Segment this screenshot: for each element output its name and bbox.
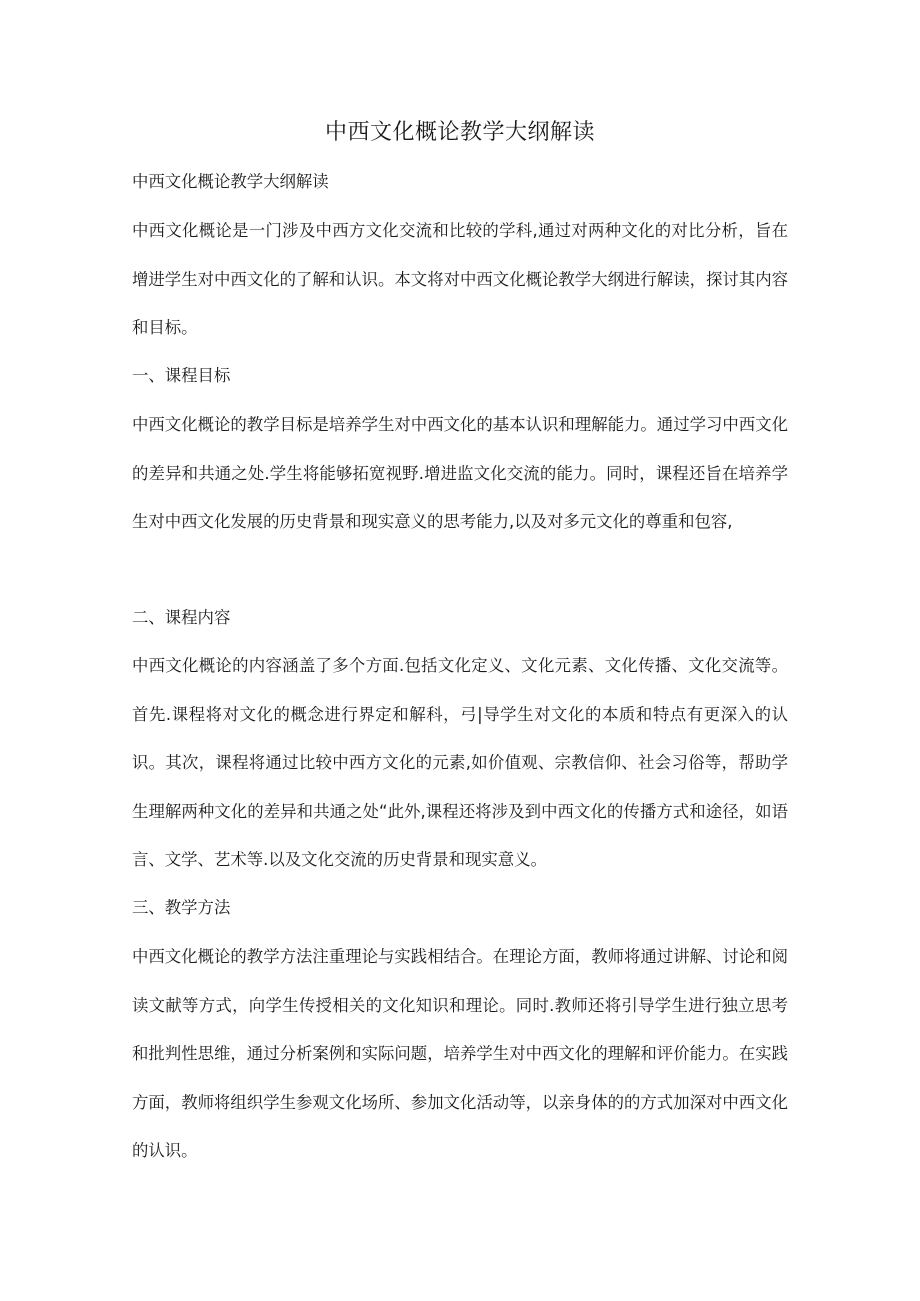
- section-body-content: 中西文化概论的内容涵盖了多个方面.包括文化定义、文化元素、文化传播、文化交流等。首先.课程将对文化的概念进行界定和解科，弓|导学生对文化的本质和特点有更深入的认识。其次，课程将通过比较中西方文化的元素,如价值观、宗教信仰、社会习俗等，帮助学生理解两种文化的差异和共通之处“此外,课程还将涉及到中西文化的传播方式和途径，如语言、文学、艺术等.以及文化交流的历史背景和现实意义。: [132, 656, 788, 869]
- document-title: 中西文化概论教学大纲解读: [324, 120, 595, 145]
- document-subtitle: 中西文化概论教学大纲解读: [132, 172, 329, 191]
- section-heading-goals: 一、课程目标: [132, 366, 231, 385]
- section-body-methods: 中西文化概论的教学方法注重理论与实践相结合。在理论方面，教师将通过讲解、讨论和阅读文献等方式，向学生传授相关的文化知识和理论。同时.教师还将引导学生进行独立思考和批判性思维，通过分析案例和实际问题，培养学生对中西文化的理解和评价能力。在实践方面，教师将组织学生参观文化场所、参加文化活动等，以亲身体的的方式加深对中西文化的认识。: [132, 947, 788, 1160]
- section-heading-content: 二、课程内容: [132, 608, 231, 627]
- intro-paragraph: 中西文化概论是一门涉及中西方文化交流和比较的学科,通过对两种文化的对比分析，旨在增进学生对中西文化的了解和认识。本文将对中西文化概论教学大纲进行解读，探讨其内容和目标。: [132, 221, 788, 337]
- section-body-goals: 中西文化概论的教学目标是培养学生对中西文化的基本认识和理解能力。通过学习中西文化的差异和共通之处.学生将能够拓宽视野.增进监文化交流的能力。同时，课程还旨在培养学生对中西文化发展的历史背景和现实意义的思考能力,以及对多元文化的尊重和包容,: [132, 415, 788, 531]
- section-heading-methods: 三、教学方法: [132, 898, 231, 917]
